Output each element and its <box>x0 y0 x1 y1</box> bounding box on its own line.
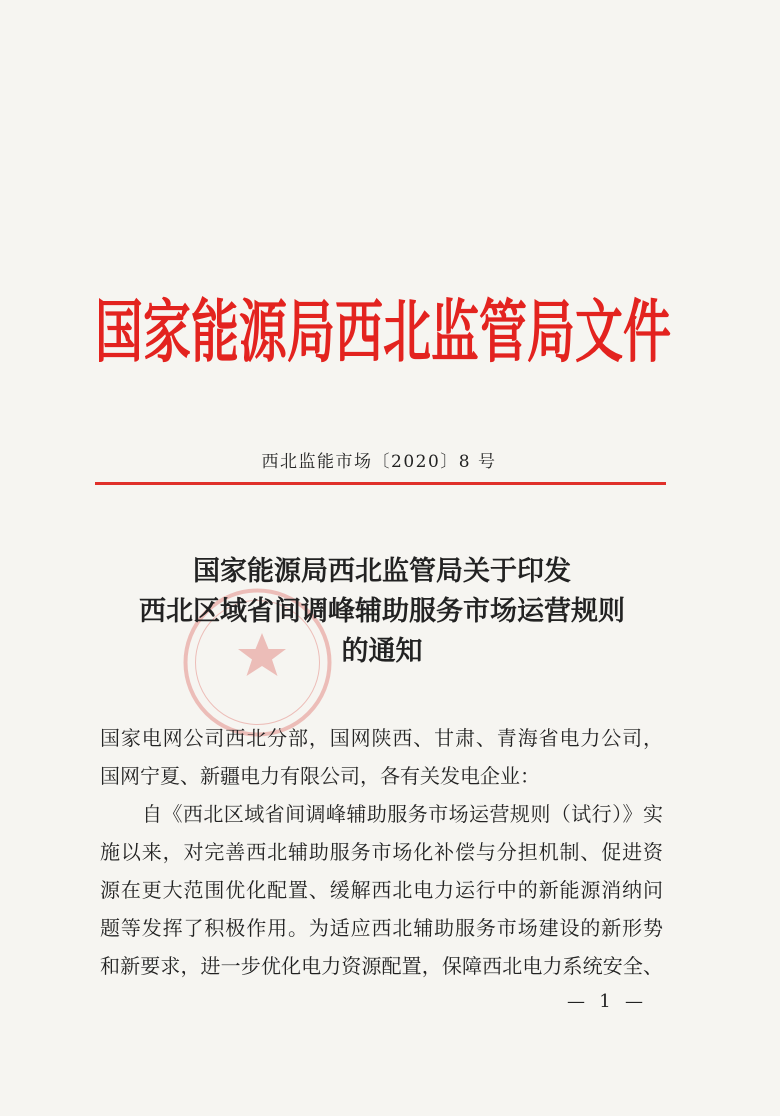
addressee-line: 国网宁夏、新疆电力有限公司，各有关发电企业： <box>100 764 540 788</box>
paragraph-line: 题等发挥了积极作用。为适应西北辅助服务市场建设的新形势 <box>100 916 663 940</box>
paragraph-line: 施以来，对完善西北辅助服务市场化补偿与分担机制、促进资 <box>100 840 663 864</box>
document-number: 西北监能市场〔2020〕8 号 <box>261 452 497 472</box>
notice-title-line: 的通知 <box>341 636 423 667</box>
red-divider-line <box>95 482 666 485</box>
paragraph-line: 源在更大范围优化配置、缓解西北电力运行中的新能源消纳问 <box>100 878 663 902</box>
paragraph-line: 自《西北区域省间调峰辅助服务市场运营规则（试行）》实 <box>142 802 663 826</box>
notice-title-line: 国家能源局西北监管局关于印发 <box>193 556 571 587</box>
page-number: — 1 — <box>567 991 643 1012</box>
paragraph-line: 和新要求，进一步优化电力资源配置，保障西北电力系统安全、 <box>100 954 663 978</box>
document-header-title: 国家能源局西北监管局文件 <box>95 293 672 373</box>
notice-title-line: 西北区域省间调峰辅助服务市场运营规则 <box>139 596 625 627</box>
addressee-line: 国家电网公司西北分部，国网陕西、甘肃、青海省电力公司， <box>100 726 663 750</box>
